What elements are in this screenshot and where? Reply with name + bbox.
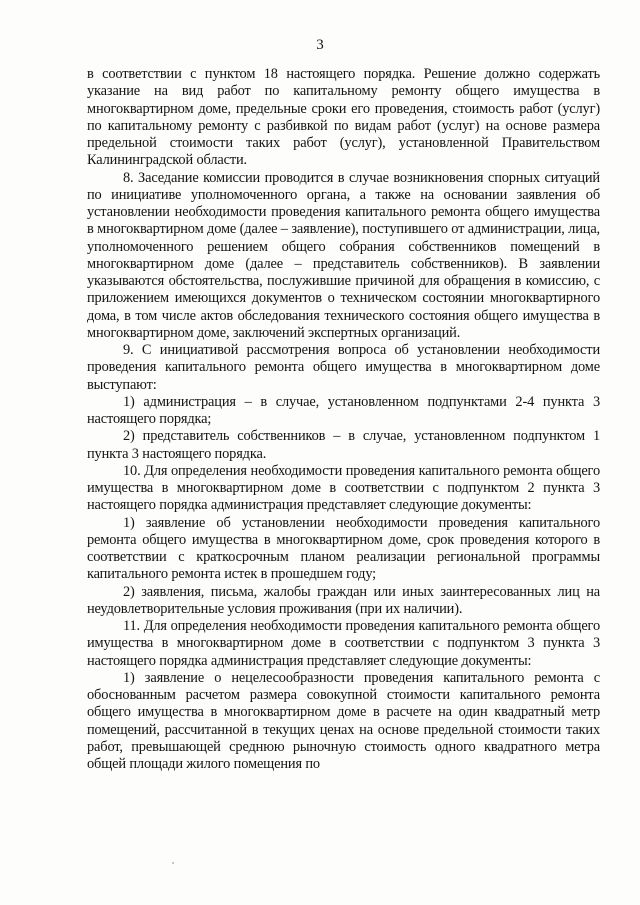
paragraph-item-9-sub-2: 2) представитель собственников – в случае, установленном подпунктом 1 пункта 3 настоящего порядка. [87,428,600,462]
paragraph-item-10-sub-1: 1) заявление об установлении необходимости проведения капитального ремонта общего имущества в многоквартирном доме, срок проведения которого в соответствии с краткосрочным планом реализации региональной программы капитального ремонта истек в прошедшем году; [87,514,600,583]
paragraph-item-11-sub-1: 1) заявление о нецелесообразности проведения капитального ремонта с обоснованным расчетом размера совокупной стоимости капитального ремонта общего имущества в многоквартирном доме в расчете на один квадратный метр помещений, рассчитанной в текущих ценах на основе предельной стоимости таких работ, превышающей среднюю рыночную стоимость одного квадратного метра общей площади жилого помещения по [87,669,600,772]
paragraph-item-10-sub-2: 2) заявления, письма, жалобы граждан или иных заинтересованных лиц на неудовлетворительные условия проживания (при их наличии). [87,583,600,617]
page-number: 3 [316,37,324,53]
paragraph-item-8: 8. Заседание комиссии проводится в случае возникновения спорных ситуаций по инициативе уполномоченного органа, а также на основании заявления об установлении необходимости проведения капитального ремонта общего имущества в многоквартирном доме (далее – заявление), поступившего от администрации, лица, уполномоченного решением общего собрания собственников помещений в многоквартирном доме (далее – представитель собственников). В заявлении указываются обстоятельства, послужившие причиной для обращения в комиссию, с приложением имеющихся документов о техническом состоянии многоквартирного дома, в том числе актов обследования технического состояния общего имущества в многоквартирном доме, заключений экспертных организаций. [87,169,600,341]
document-body [87,66,600,773]
paragraph-item-9: 9. С инициативой рассмотрения вопроса об установлении необходимости проведения капитального ремонта общего имущества в многоквартирном доме выступают: [87,342,600,393]
paragraph-item-11: 11. Для определения необходимости проведения капитального ремонта общего имущества в многоквартирном доме в соответствии с подпунктом 3 пункта 3 настоящего порядка администрация представляет следующие документы: [87,618,600,669]
paragraph-item-9-sub-1: 1) администрация – в случае, установленном подпунктами 2-4 пункта 3 настоящего порядка; [87,393,600,427]
paragraph-item-10: 10. Для определения необходимости проведения капитального ремонта общего имущества в многоквартирном доме в соответствии с подпунктом 2 пункта 3 настоящего порядка администрация представляет следующие документы: [87,462,600,514]
paragraph-continuation: в соответствии с пунктом 18 настоящего порядка. Решение должно содержать указание на вид работ по капитальному ремонту общего имущества в многоквартирном доме, предельные сроки его проведения, стоимость работ (услуг) по капитальному ремонту с разбивкой по видам работ (услуг) на основе размера предельной стоимости таких работ (услуг), установленной Правительством Калининградской области. [87,66,600,169]
scan-speck [172,862,174,864]
